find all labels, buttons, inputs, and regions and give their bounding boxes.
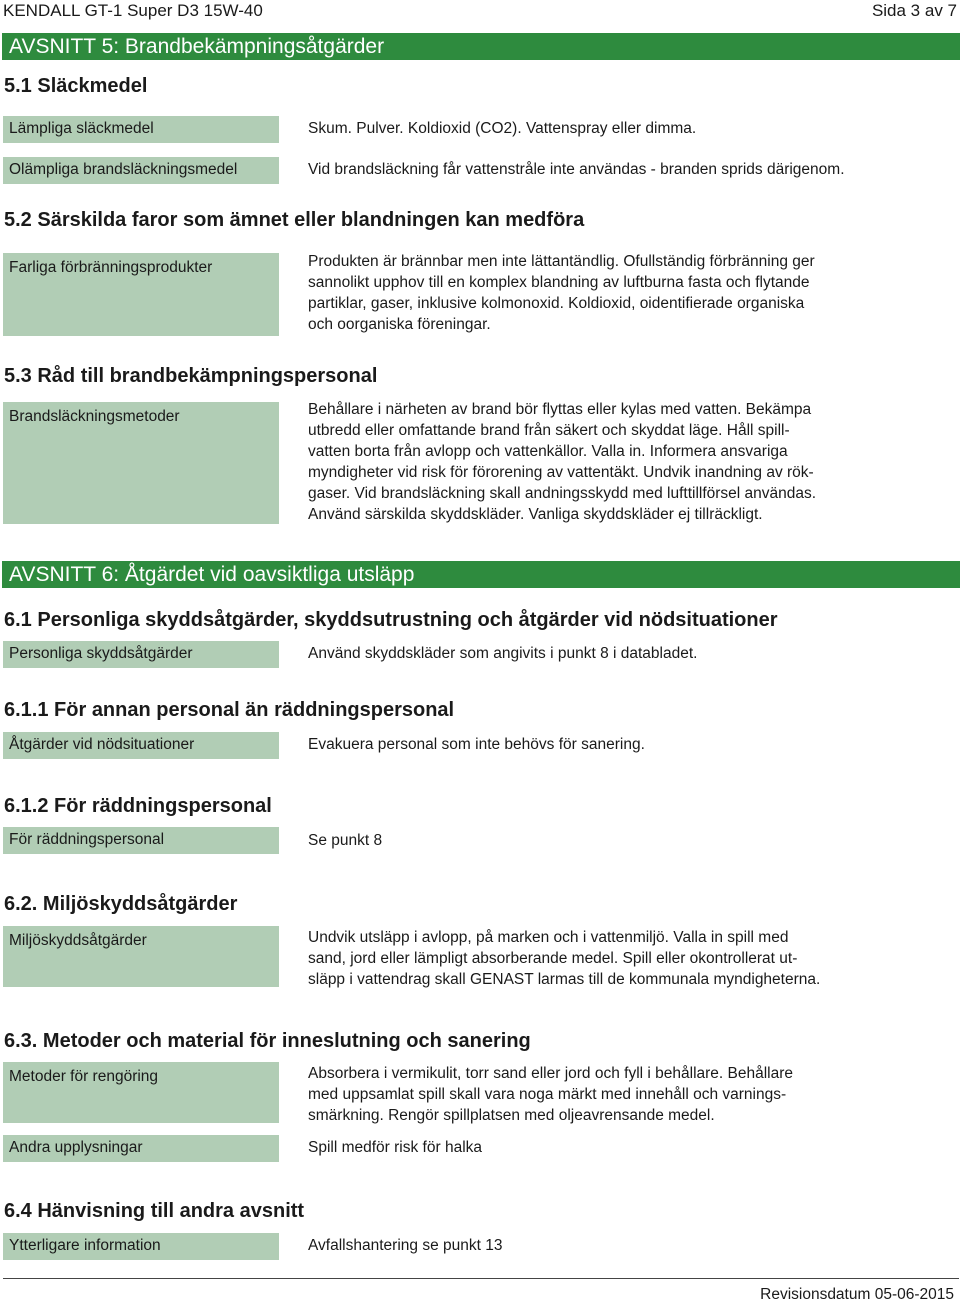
text-line: myndigheter vid risk för förorening av vattentäkt. Undvik inandning av rök- — [308, 464, 814, 481]
section-5-header: AVSNITT 5: Brandbekämpningsåtgärder — [2, 33, 960, 60]
text-line: Produkten är brännbar men inte lättantändlig. Ofullständig förbränning ger — [308, 253, 815, 270]
text-line: Undvik utsläpp i avlopp, på marken och i vattenmiljö. Valla in spill med — [308, 929, 789, 946]
text-line: gaser. Vid brandsläckning skall andningsskydd med lufttillförsel användas. — [308, 485, 817, 502]
text-line: smärkning. Rengör spillplatsen med oljeavrensande medel. — [308, 1107, 715, 1124]
value-farliga-forbranningsprodukter — [308, 251, 848, 335]
label-personliga-skyddsatgarder: Personliga skyddsåtgärder — [3, 641, 279, 668]
subsection-6-3-title: 6.3. Metoder och material för inneslutning och sanering — [4, 1030, 531, 1052]
subsection-5-3-title: 5.3 Råd till brandbekämpningspersonal — [4, 365, 378, 387]
subsection-5-1-title: 5.1 Släckmedel — [4, 75, 148, 97]
text-line: och oorganiska föreningar. — [308, 316, 491, 333]
revision-date: Revisionsdatum 05-06-2015 — [760, 1286, 954, 1303]
label-ytterligare-information: Ytterligare information — [3, 1233, 279, 1260]
footer-divider — [3, 1278, 959, 1279]
text-line: Behållare i närheten av brand bör flyttas eller kylas med vatten. Bekämpa — [308, 401, 812, 418]
text-line: Använd särskilda skyddskläder. Vanliga skyddskläder ej tillräckligt. — [308, 506, 763, 523]
value-brandslackningsmetoder — [308, 399, 848, 525]
text-line: utbredd eller omfattande brand från säkert och skyddat läge. Håll spill- — [308, 422, 790, 439]
label-olampliga-slackmedel: Olämpliga brandsläckningsmedel — [3, 157, 279, 184]
section-6-header: AVSNITT 6: Åtgärdet vid oavsiktliga utsläpp — [2, 561, 960, 588]
label-for-raddningspersonal: För räddningspersonal — [3, 827, 279, 854]
subsection-6-4-title: 6.4 Hänvisning till andra avsnitt — [4, 1200, 305, 1222]
text-line: partiklar, gaser, inklusive kolmonoxid. Koldioxid, oidentifierade organiska — [308, 295, 805, 312]
label-andra-upplysningar: Andra upplysningar — [3, 1135, 279, 1162]
label-atgarder-vid-nodsituationer: Åtgärder vid nödsituationer — [3, 732, 279, 759]
text-line: släpp i vattendrag skall GENAST larmas till de kommunala myndigheterna. — [308, 971, 821, 988]
value-ytterligare-information: Avfallshantering se punkt 13 — [308, 1237, 503, 1254]
value-olampliga-slackmedel: Vid brandsläckning får vattenstråle inte användas - branden sprids därigenom. — [308, 161, 845, 178]
text-line: vatten borta från avlopp och vattenkällor. Valla in. Informera ansvariga — [308, 443, 788, 460]
page-number: Sida 3 av 7 — [871, 1, 957, 20]
value-lampliga-slackmedel: Skum. Pulver. Koldioxid (CO2). Vattenspray eller dimma. — [308, 120, 697, 137]
label-farliga-forbranningsprodukter: Farliga förbränningsprodukter — [3, 253, 279, 336]
subsection-6-1-title: 6.1 Personliga skyddsåtgärder, skyddsutrustning och åtgärder vid nödsituationer — [4, 609, 778, 631]
subsection-6-2-title: 6.2. Miljöskyddsåtgärder — [4, 893, 238, 915]
value-personliga-skyddsatgarder: Använd skyddskläder som angivits i punkt 8 i databladet. — [308, 645, 698, 662]
subsection-5-2-title: 5.2 Särskilda faror som ämnet eller blandningen kan medföra — [4, 209, 585, 231]
value-metoder-for-rengoring — [308, 1063, 848, 1126]
text-line: med uppsamlat spill skall vara noga märkt med innehåll och varnings- — [308, 1086, 787, 1103]
text-line: sannolikt upphov till en komplex blandning av luftburna fasta och flytande — [308, 274, 810, 291]
subsection-6-1-2-title: 6.1.2 För räddningspersonal — [4, 795, 272, 817]
subsection-6-1-1-title: 6.1.1 För annan personal än räddningspersonal — [4, 699, 455, 721]
label-miljoskyddsatgarder: Miljöskyddsåtgärder — [3, 926, 279, 987]
value-miljoskyddsatgarder — [308, 927, 868, 990]
text-line: sand, jord eller lämpligt absorberande medel. Spill eller okontrollerat ut- — [308, 950, 798, 967]
value-atgarder-vid-nodsituationer: Evakuera personal som inte behövs för sanering. — [308, 736, 645, 753]
label-brandslackningsmetoder: Brandsläckningsmetoder — [3, 402, 279, 524]
value-for-raddningspersonal: Se punkt 8 — [308, 832, 383, 849]
label-metoder-for-rengoring: Metoder för rengöring — [3, 1062, 279, 1123]
label-lampliga-slackmedel: Lämpliga släckmedel — [3, 116, 279, 143]
value-andra-upplysningar: Spill medför risk för halka — [308, 1139, 483, 1156]
product-name: KENDALL GT-1 Super D3 15W-40 — [3, 1, 263, 20]
text-line: Absorbera i vermikulit, torr sand eller jord och fyll i behållare. Behållare — [308, 1065, 794, 1082]
